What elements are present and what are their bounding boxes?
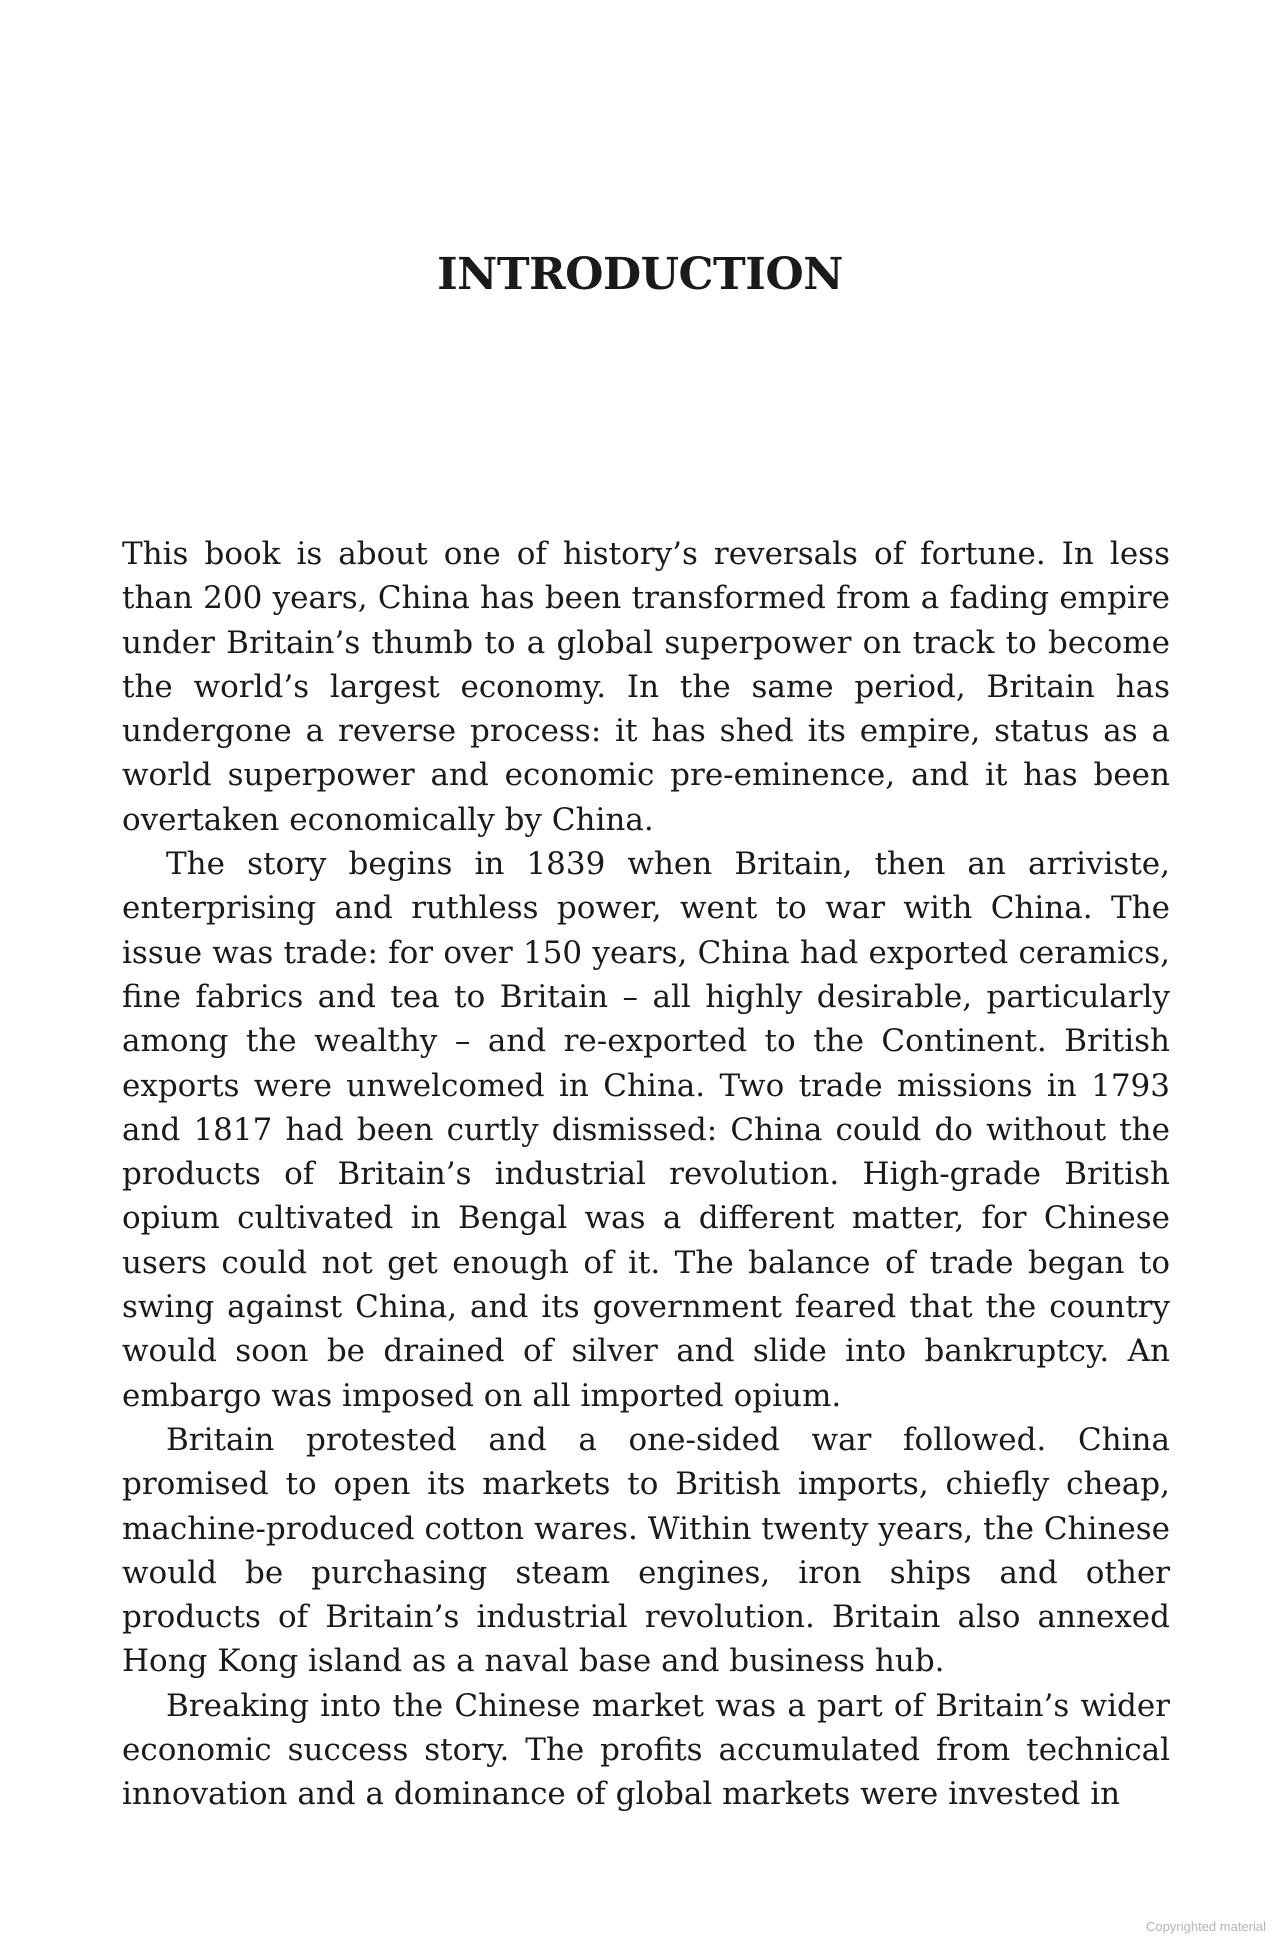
paragraph: Britain protested and a one-sided war followed. China promised to open its markets to British imports, chiefly cheap, machine-produced cotton wares. Within twenty years, the Chinese would be purchasing steam engines, iron ships and other products of Britain’s industrial revolution. Britain also annexed Hong Kong island as a naval base and business hub. xyxy=(122,1421,1170,1680)
paragraph: This book is about one of history’s reversals of fortune. In less than 200 years, China has been transformed from a fading empire under Britain’s thumb to a global superpower on track to become the world’s largest economy. In the same period, Britain has undergone a reverse process: it has shed its empire, status as a world superpower and economic pre-eminence, and it has been overtaken economically by China. xyxy=(122,536,1170,838)
paragraph: Breaking into the Chinese market was a part of Britain’s wider economic success story. The profits accumulated from technical innovation and a dominance of global markets were invested in xyxy=(122,1687,1170,1813)
paragraph: The story begins in 1839 when Britain, then an arriviste, enterprising and ruthless power, went to war with China. The issue was trade: for over 150 years, China had exported ceramics, fine fabrics and tea to Britain – all highly desirable, particularly among the wealthy – and re-exported to the Continent. British exports were unwelcomed in China. Two trade missions in 1793 and 1817 had been curtly dismissed: China could do without the products of Britain’s industrial revolution. High-grade British opium cultivated in Bengal was a different matter, for Chinese users could not get enough of it. The balance of trade began to swing against China, and its government feared that the country would soon be drained of silver and slide into bankruptcy. An embargo was imposed on all imported opium. xyxy=(122,846,1170,1414)
chapter-title: INTRODUCTION xyxy=(437,249,843,300)
copyright-watermark: Copyrighted material xyxy=(1146,1919,1266,1934)
body-text xyxy=(122,532,1170,1817)
